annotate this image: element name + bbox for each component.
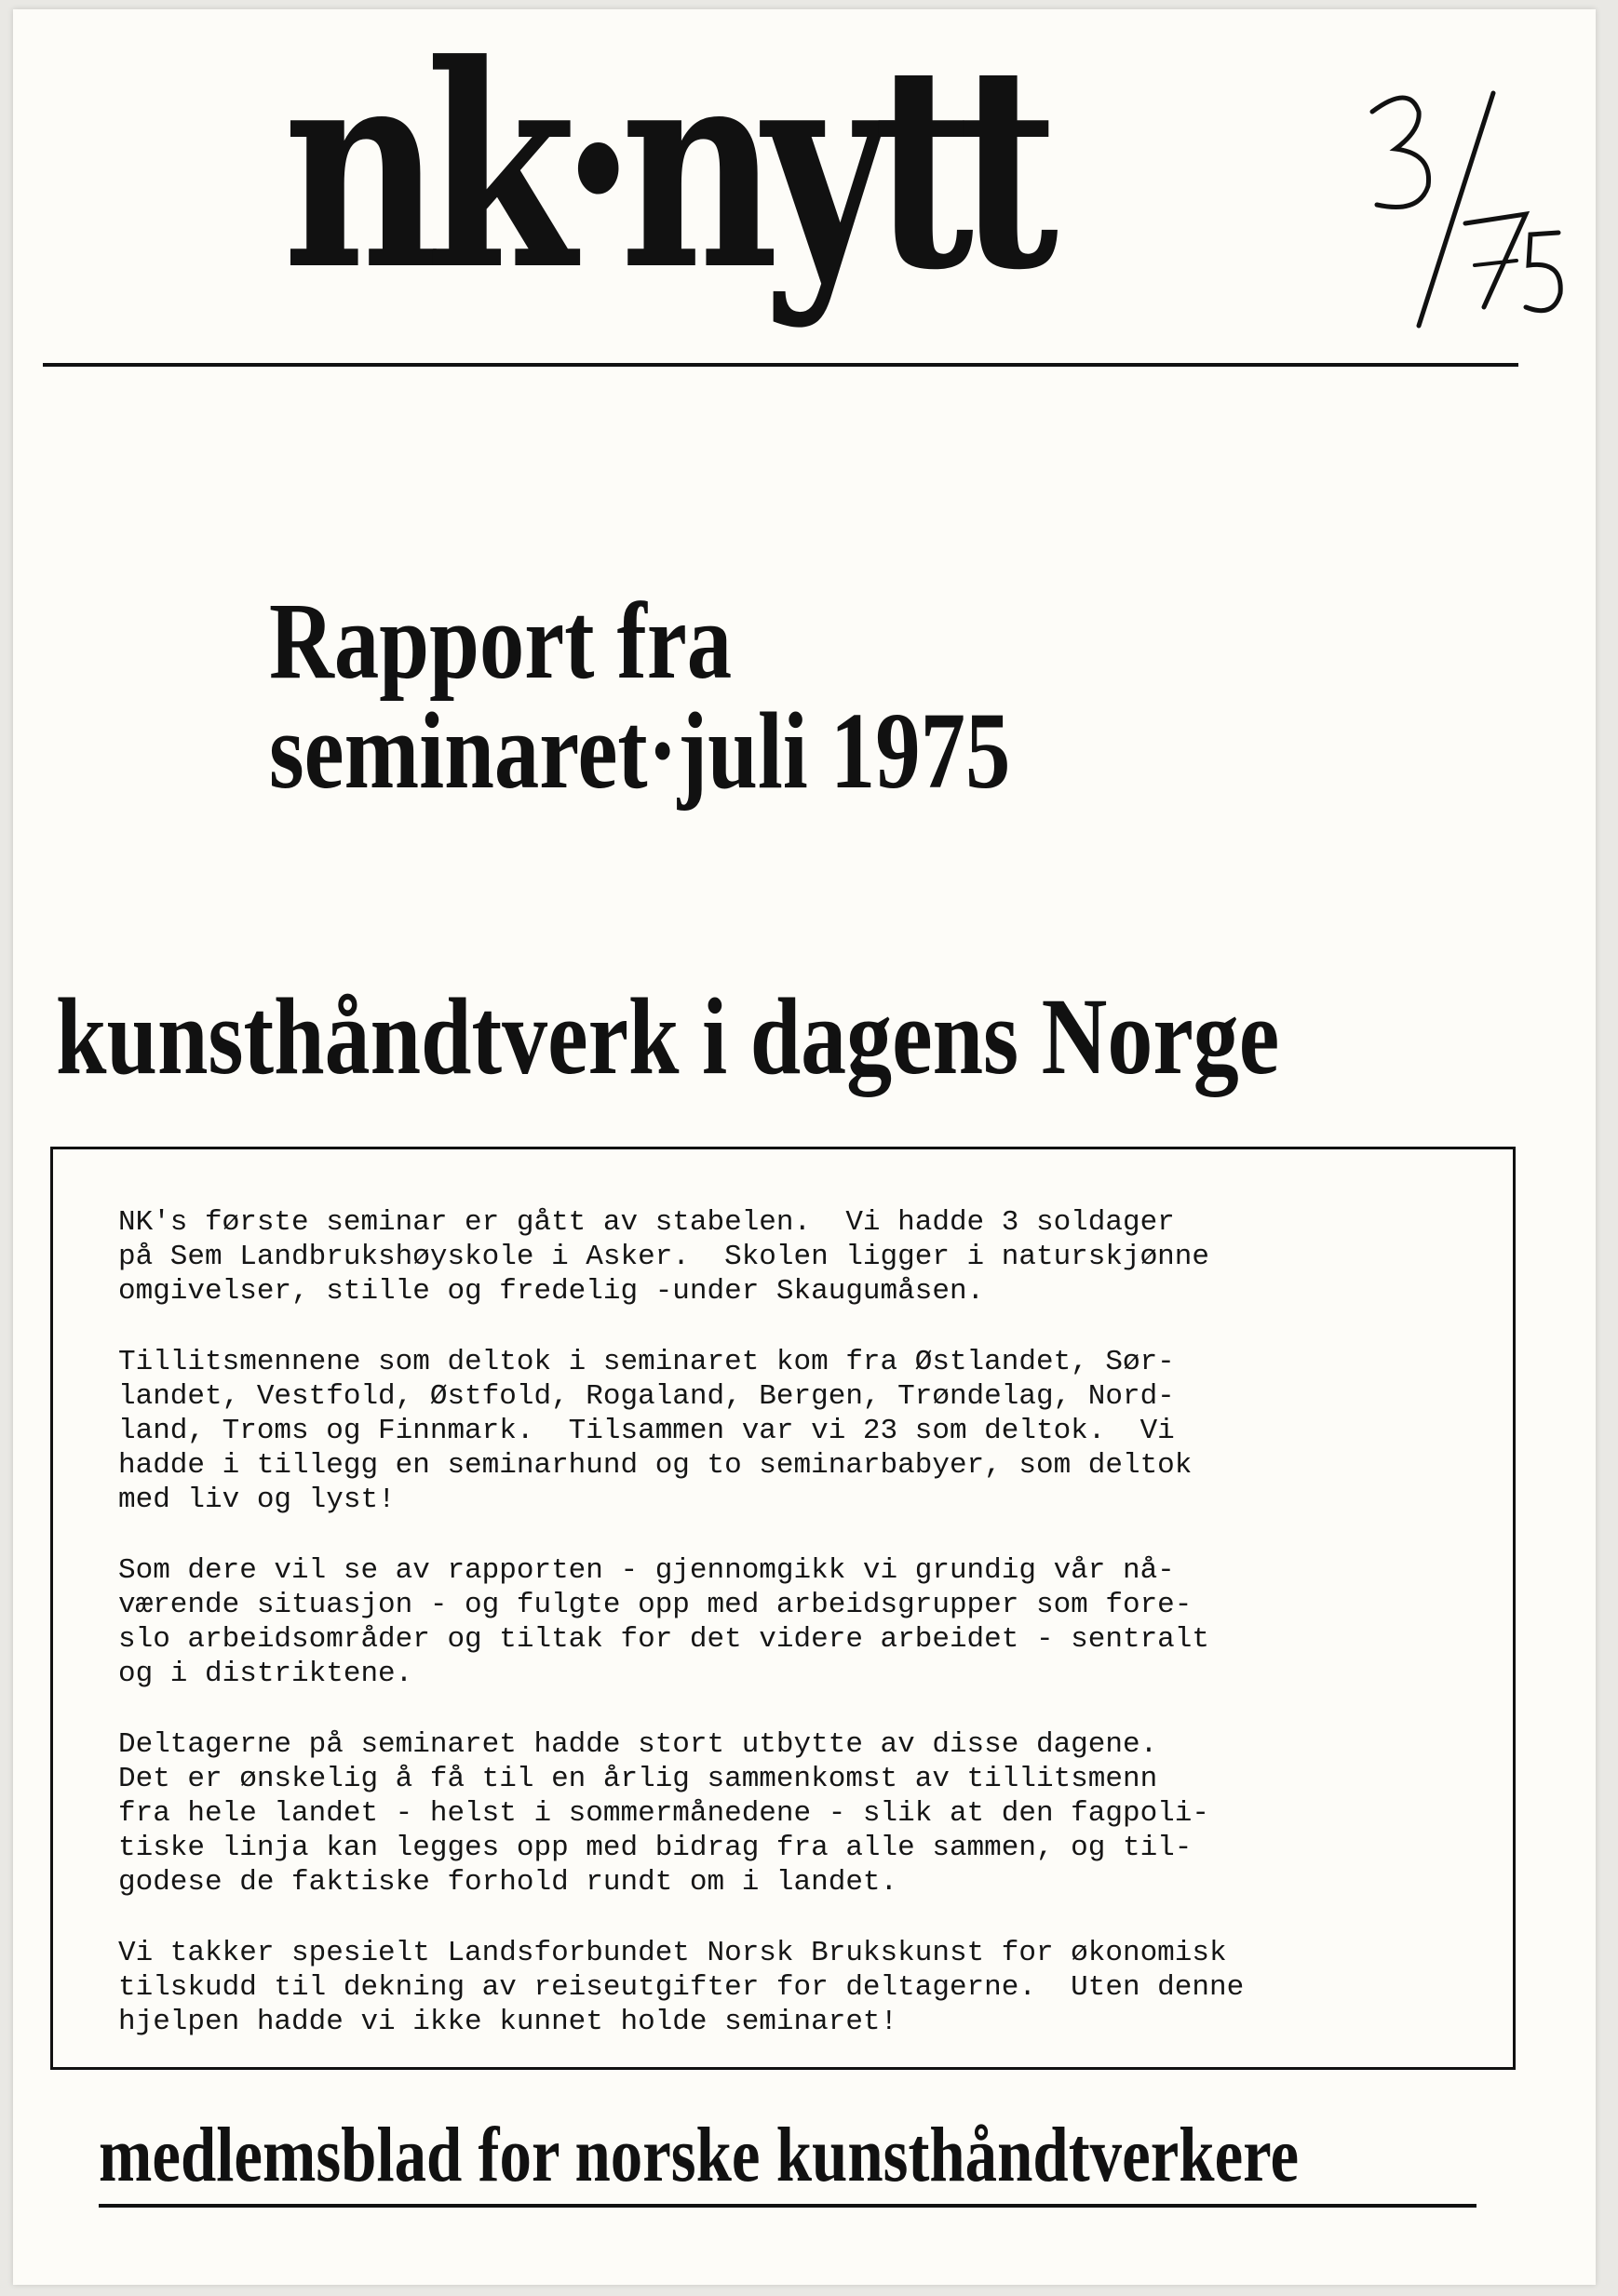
article-box: [50, 1147, 1516, 2070]
footer-tagline: medlemsblad for norske kunsthåndtverkere: [99, 2112, 1300, 2198]
paragraph-2: Tillitsmennene som deltok i seminaret kom fra Østlandet, Sør- landet, Vestfold, Østfold, Rogaland, Bergen, Trøndelag, Nord- land, Troms og Finnmark. Tilsammen var vi 23 som deltok. Vi hadde i tillegg en seminarhund og to seminarbabyer, som deltok med liv og lyst!: [118, 1346, 1193, 1516]
paragraph-5: Vi takker spesielt Landsforbundet Norsk Brukskunst for økonomisk tilskudd til dekning av reiseutgifter for deltagerne. Uten denne hjelpen hadde vi ikke kunnet holde seminaret!: [118, 1937, 1245, 2038]
footer-rule: [99, 2204, 1476, 2208]
headline-line-1: Rapport fra: [269, 580, 733, 702]
document-page: [13, 3, 1596, 2285]
masthead-rule: [43, 363, 1518, 367]
masthead-logo: nk·nytt: [283, 3, 1043, 331]
paragraph-1: NK's første seminar er gått av stabelen. Vi hadde 3 soldager på Sem Landbrukshøyskole i Asker. Skolen ligger i naturskjønne omgivelser, stille og fredelig -under Skaugumåsen.: [118, 1206, 1209, 1308]
paragraph-3: Som dere vil se av rapporten - gjennomgikk vi grundig vår nå- værende situasjon - og fulgte opp med arbeidsgrupper som fore- slo arbeidsområder og tiltak for det videre arbeidet - sentralt og i distriktene.: [118, 1554, 1209, 1690]
masthead: [13, 3, 1596, 447]
paragraph-4: Deltagerne på seminaret hadde stort utbytte av disse dagene. Det er ønskelig å få til en årlig sammenkomst av tillitsmenn fra hele landet - helst i sommermånedene - slik at den fagpoli- tiske linja kan legges opp med bidrag fra alle sammen, og til- godese de faktiske forhold rundt om i landet.: [118, 1728, 1209, 1899]
article-body: [118, 1205, 1244, 2075]
headline: [269, 580, 1011, 812]
headline-line-2: seminaret·juli 1975: [269, 690, 1011, 812]
handwritten-issue-number: [1354, 74, 1577, 354]
subheadline: kunsthåndtverk i dagens Norge: [56, 975, 1280, 1097]
